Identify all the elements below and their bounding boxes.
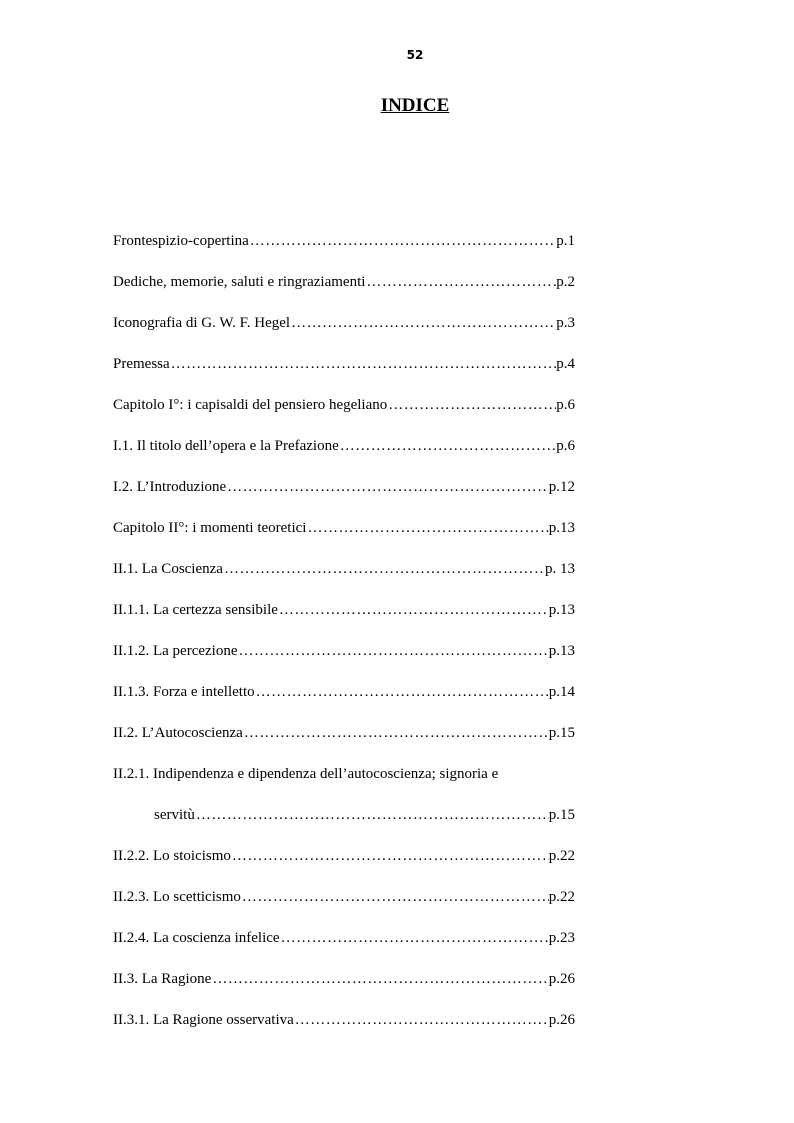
dot-leader [238, 639, 549, 663]
toc-entry-page: p.22 [548, 889, 575, 905]
toc-entry-title: II.2. L’Autocoscienza [113, 725, 243, 741]
table-of-contents [113, 229, 575, 1049]
toc-entry-title: Capitolo II°: i momenti teoretici [113, 520, 307, 536]
dot-leader [241, 885, 549, 909]
toc-entry [113, 680, 575, 721]
dot-leader [223, 557, 545, 581]
toc-entry-page: p.26 [548, 1012, 575, 1028]
toc-entry-page: p.1 [556, 233, 575, 249]
dot-leader [278, 598, 549, 622]
dot-leader [226, 475, 549, 499]
dot-leader [387, 393, 556, 417]
toc-entry [113, 844, 575, 885]
toc-entry-title: II.2.2. Lo stoicismo [113, 848, 231, 864]
toc-entry-title: I.1. Il titolo dell’opera e la Prefazione [113, 438, 339, 454]
toc-entry-title: Premessa [113, 356, 170, 372]
toc-entry-title: Iconografia di G. W. F. Hegel [113, 315, 291, 331]
toc-entry [113, 311, 575, 352]
toc-entry-title: II.2.1. Indipendenza e dipendenza dell’autocoscienza; signoria e [113, 766, 499, 782]
dot-leader [294, 1008, 549, 1032]
toc-entry [113, 639, 575, 680]
dot-leader [339, 434, 557, 458]
toc-entry [113, 1008, 575, 1049]
dot-leader [243, 721, 549, 745]
toc-entry-title: II.1.1. La certezza sensibile [113, 602, 278, 618]
dot-leader [290, 311, 556, 335]
toc-entry-page: p. 13 [545, 561, 575, 577]
toc-entry-page: p.2 [556, 274, 575, 290]
toc-entry-page: p.13 [548, 520, 575, 536]
toc-entry [113, 557, 575, 598]
dot-leader [231, 844, 549, 868]
toc-entry-title: II.3. La Ragione [113, 971, 212, 987]
toc-entry [113, 516, 575, 557]
toc-entry-page: p.3 [556, 315, 575, 331]
toc-entry [113, 885, 575, 926]
toc-entry-page: p.14 [548, 684, 575, 700]
toc-entry-title: II.3.1. La Ragione osservativa [113, 1012, 294, 1028]
toc-entry-title: II.2.3. Lo scetticismo [113, 889, 241, 905]
toc-entry-title: Frontespizio-copertina [113, 233, 249, 249]
toc-entry [113, 762, 575, 803]
toc-entry [113, 721, 575, 762]
toc-entry-page: p.15 [548, 725, 575, 741]
dot-leader [249, 229, 556, 253]
toc-entry-page: p.13 [548, 602, 575, 618]
dot-leader [280, 926, 549, 950]
toc-entry-title: Dediche, memorie, saluti e ringraziamenti [113, 274, 366, 290]
toc-entry-title: II.1. La Coscienza [113, 561, 223, 577]
toc-entry-page: p.26 [548, 971, 575, 987]
dot-leader [211, 967, 548, 991]
toc-entry [113, 270, 575, 311]
toc-entry-page: p.22 [548, 848, 575, 864]
toc-entry-continuation [113, 803, 575, 844]
toc-entry-title: II.1.3. Forza e intelletto [113, 684, 255, 700]
toc-entry-page: p.6 [556, 397, 575, 413]
toc-entry-page: p.12 [548, 479, 575, 495]
toc-entry-page: p.15 [548, 807, 575, 823]
toc-entry-title: II.1.2. La percezione [113, 643, 238, 659]
toc-entry-page: p.6 [556, 438, 575, 454]
toc-entry-page: p.23 [548, 930, 575, 946]
toc-entry [113, 598, 575, 639]
dot-leader [195, 803, 549, 827]
toc-entry [113, 229, 575, 270]
dot-leader [255, 680, 549, 704]
dot-leader [365, 270, 556, 294]
toc-entry [113, 967, 575, 1008]
toc-entry-title: servitù [154, 807, 195, 823]
toc-entry-title: I.2. L’Introduzione [113, 479, 227, 495]
page-number: 52 [406, 48, 424, 62]
dot-leader [306, 516, 548, 540]
toc-entry-page: p.13 [548, 643, 575, 659]
toc-entry [113, 393, 575, 434]
toc-entry-page: p.4 [556, 356, 575, 372]
toc-entry-title: Capitolo I°: i capisaldi del pensiero hegeliano [113, 397, 388, 413]
toc-entry-title: II.2.4. La coscienza infelice [113, 930, 280, 946]
toc-entry [113, 926, 575, 967]
toc-entry [113, 352, 575, 393]
page-title: INDICE [380, 95, 450, 116]
toc-entry [113, 475, 575, 516]
dot-leader [170, 352, 557, 376]
toc-entry [113, 434, 575, 475]
